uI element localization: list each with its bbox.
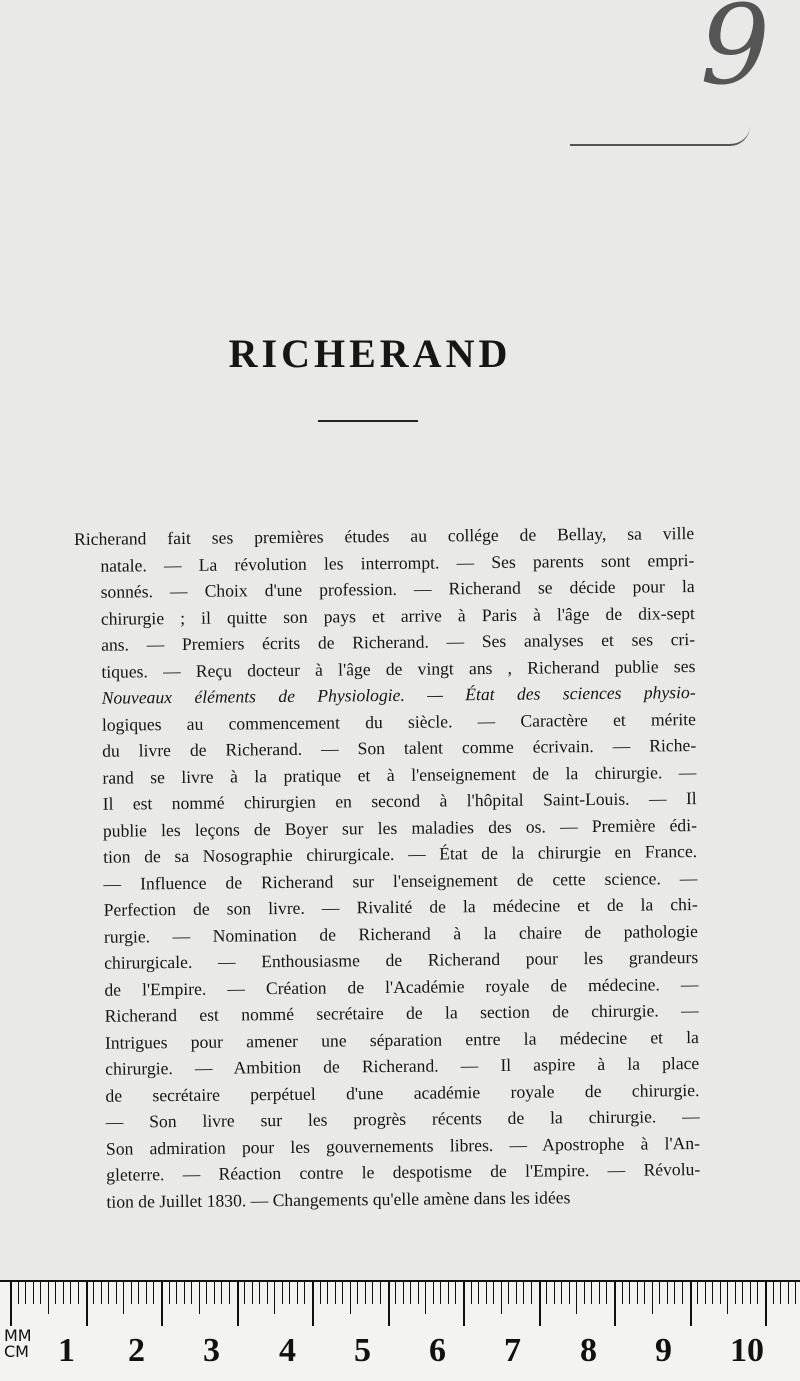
ruler-tick [169, 1282, 170, 1304]
ruler-tick [720, 1282, 721, 1304]
ruler-tick [116, 1282, 117, 1304]
ruler-number: 2 [128, 1332, 145, 1369]
ruler-tick [131, 1282, 132, 1304]
summary-line: gleterre. — Réaction contre le despotisme de l'Empire. — Révolu- [106, 1159, 701, 1185]
summary-line: Son admiration pour les gouvernements libres. — Apostrophe à l'An- [105, 1132, 701, 1159]
summary-line: chirurgie ; il quitte son pays et arrive à Paris à l'âge de dix-sept [100, 602, 695, 629]
ruler-number: 7 [504, 1332, 521, 1369]
ruler-tick [108, 1282, 109, 1304]
summary-line: — Influence de Richerand sur l'enseignement de cette science. — [103, 867, 698, 894]
ruler-number: 1 [58, 1332, 75, 1369]
ruler-tick [138, 1282, 139, 1304]
ruler-tick [433, 1282, 434, 1304]
ruler-tick [176, 1282, 177, 1304]
summary-line: de secrétaire perpétuel d'une académie royale de chirurgie. [105, 1079, 700, 1106]
ruler-tick [478, 1282, 479, 1304]
summary-line: Intrigues pour amener une séparation entre la médecine et la [104, 1026, 700, 1053]
summary-line: natale. — La révolution les interrompt. — Ses parents sont empri- [100, 549, 695, 576]
ruler-tick [289, 1282, 290, 1304]
ruler-tick [644, 1282, 645, 1304]
ruler-tick [395, 1282, 396, 1304]
ruler-tick [221, 1282, 222, 1304]
ruler-tick [252, 1282, 253, 1304]
ruler-tick [10, 1282, 12, 1326]
ruler-tick [697, 1282, 698, 1304]
title-divider [318, 420, 418, 422]
ruler-tick [667, 1282, 668, 1304]
ruler-tick [448, 1282, 449, 1304]
ruler-tick [282, 1282, 283, 1304]
ruler-tick [554, 1282, 555, 1304]
ruler-tick [388, 1282, 390, 1326]
ruler-tick [304, 1282, 305, 1304]
ruler-tick [788, 1282, 789, 1304]
ruler-tick [146, 1282, 147, 1304]
ruler-tick [765, 1282, 767, 1326]
summary-line: sonnés. — Choix d'une profession. — Richerand se décide pour la [100, 576, 695, 602]
summary-line: tion de sa Nosographie chirurgicale. — État de la chirurgie en France. [103, 841, 698, 867]
ruler-tick [78, 1282, 79, 1304]
ruler-tick [471, 1282, 472, 1304]
chapter-title: RICHERAND [228, 330, 512, 376]
summary-line: Nouveaux éléments de Physiologie. — État des sciences physio- [101, 682, 696, 708]
ruler-tick [63, 1282, 64, 1304]
ruler-tick [18, 1282, 19, 1304]
ruler-tick [516, 1282, 517, 1304]
ruler-tick [274, 1282, 275, 1314]
summary-line: rand se livre à la pratique et à l'enseignement de la chirurgie. — [102, 761, 697, 788]
ruler-tick [297, 1282, 298, 1304]
ruler-tick [463, 1282, 465, 1326]
ruler-tick [508, 1282, 509, 1304]
ruler-tick [312, 1282, 314, 1326]
ruler-tick [750, 1282, 751, 1304]
ruler-tick [501, 1282, 502, 1314]
ruler-tick [780, 1282, 781, 1304]
ruler-tick [327, 1282, 328, 1304]
ruler-tick [403, 1282, 404, 1304]
ruler-unit-cm: CM [4, 1342, 29, 1361]
summary-line: logiques au commencement du siècle. — Caractère et mérite [101, 708, 696, 735]
ruler-tick [410, 1282, 411, 1304]
ruler-tick [569, 1282, 570, 1304]
measurement-ruler [0, 1280, 800, 1381]
ruler-tick [682, 1282, 683, 1304]
ruler-tick [546, 1282, 547, 1304]
ruler-tick [259, 1282, 260, 1304]
ruler-tick [652, 1282, 653, 1314]
ruler-tick [561, 1282, 562, 1304]
ruler-number: 9 [655, 1332, 672, 1369]
summary-line: Perfection de son livre. — Rivalité de la médecine et de la chi- [103, 894, 698, 920]
ruler-tick [48, 1282, 49, 1314]
ruler-tick [591, 1282, 592, 1304]
ruler-tick [637, 1282, 638, 1304]
summary-line: tion de Juillet 1830. — Changements qu'elle amène dans les idées [106, 1186, 571, 1212]
ruler-tick [101, 1282, 102, 1304]
ruler-tick [229, 1282, 230, 1304]
ruler-tick [161, 1282, 163, 1326]
ruler-tick [153, 1282, 154, 1304]
ruler-tick [712, 1282, 713, 1304]
ruler-tick [440, 1282, 441, 1304]
ruler-tick [320, 1282, 321, 1304]
ruler-tick [335, 1282, 336, 1304]
ruler-tick [350, 1282, 351, 1314]
summary-line: de l'Empire. — Création de l'Académie royale de médecine. — [104, 973, 699, 1000]
ruler-tick [727, 1282, 728, 1314]
summary-line: tiques. — Reçu docteur à l'âge de vingt ans , Richerand publie ses [101, 655, 696, 682]
ruler-tick [659, 1282, 660, 1304]
ruler-tick [267, 1282, 268, 1304]
ruler-number: 6 [429, 1332, 446, 1369]
ruler-tick [357, 1282, 358, 1304]
ruler-tick [599, 1282, 600, 1304]
ruler-number: 5 [354, 1332, 371, 1369]
ruler-tick [584, 1282, 585, 1304]
ruler-tick [214, 1282, 215, 1304]
ruler-tick [184, 1282, 185, 1304]
ruler-tick [70, 1282, 71, 1304]
ruler-tick [55, 1282, 56, 1304]
ruler-tick [674, 1282, 675, 1304]
ruler-unit-mm: MM [4, 1326, 32, 1345]
summary-line: Richerand fait ses premières études au collége de Bellay, sa ville [74, 523, 695, 549]
ruler-tick [365, 1282, 366, 1304]
ruler-number: 3 [203, 1332, 220, 1369]
ruler-tick [539, 1282, 541, 1326]
ruler-tick [342, 1282, 343, 1304]
ruler-tick [705, 1282, 706, 1304]
ruler-tick [622, 1282, 623, 1304]
summary-line: ans. — Premiers écrits de Richerand. — Ses analyses et ses cri- [101, 629, 696, 655]
ruler-tick [372, 1282, 373, 1304]
ruler-tick [455, 1282, 456, 1304]
ruler-number: 4 [279, 1332, 296, 1369]
ruler-tick [795, 1282, 796, 1304]
ruler-number: 10 [730, 1332, 764, 1369]
ruler-tick [191, 1282, 192, 1304]
ruler-tick [735, 1282, 736, 1304]
ruler-tick [244, 1282, 245, 1304]
handwritten-stroke [570, 126, 750, 146]
ruler-tick [25, 1282, 26, 1304]
summary-line: chirurgicale. — Enthousiasme de Richerand pour les grandeurs [104, 947, 699, 973]
summary-line: du livre de Richerand. — Son talent comme écrivain. — Riche- [102, 735, 697, 761]
ruler-tick [123, 1282, 124, 1314]
handwritten-folio-number: 9 [700, 0, 770, 109]
summary-line: publie les leçons de Boyer sur les maladies des os. — Première édi- [102, 814, 697, 841]
ruler-tick [486, 1282, 487, 1304]
ruler-tick [757, 1282, 758, 1304]
ruler-tick [40, 1282, 41, 1304]
summary-line: Richerand est nommé secrétaire de la section de chirurgie. — [104, 1000, 699, 1026]
ruler-tick [614, 1282, 616, 1326]
ruler-tick [493, 1282, 494, 1304]
ruler-number: 8 [580, 1332, 597, 1369]
ruler-tick [33, 1282, 34, 1304]
ruler-tick [199, 1282, 200, 1314]
ruler-tick [531, 1282, 532, 1304]
summary-line: — Son livre sur les progrès récents de la chirurgie. — [105, 1106, 700, 1132]
ruler-tick [206, 1282, 207, 1304]
ruler-tick [606, 1282, 607, 1304]
ruler-tick [237, 1282, 239, 1326]
ruler-tick [773, 1282, 774, 1304]
ruler-tick [380, 1282, 381, 1304]
ruler-tick [523, 1282, 524, 1304]
summary-line: chirurgie. — Ambition de Richerand. — Il aspire à la place [105, 1053, 700, 1079]
ruler-tick [742, 1282, 743, 1304]
summary-line: rurgie. — Nomination de Richerand à la chaire de pathologie [103, 920, 699, 947]
ruler-tick [425, 1282, 426, 1314]
ruler-tick [93, 1282, 94, 1304]
ruler-tick [576, 1282, 577, 1314]
summary-line: Il est nommé chirurgien en second à l'hôpital Saint-Louis. — Il [102, 788, 697, 814]
ruler-tick [418, 1282, 419, 1304]
ruler-tick [629, 1282, 630, 1304]
chapter-summary [74, 520, 701, 1215]
ruler-tick [690, 1282, 692, 1326]
ruler-tick [86, 1282, 88, 1326]
